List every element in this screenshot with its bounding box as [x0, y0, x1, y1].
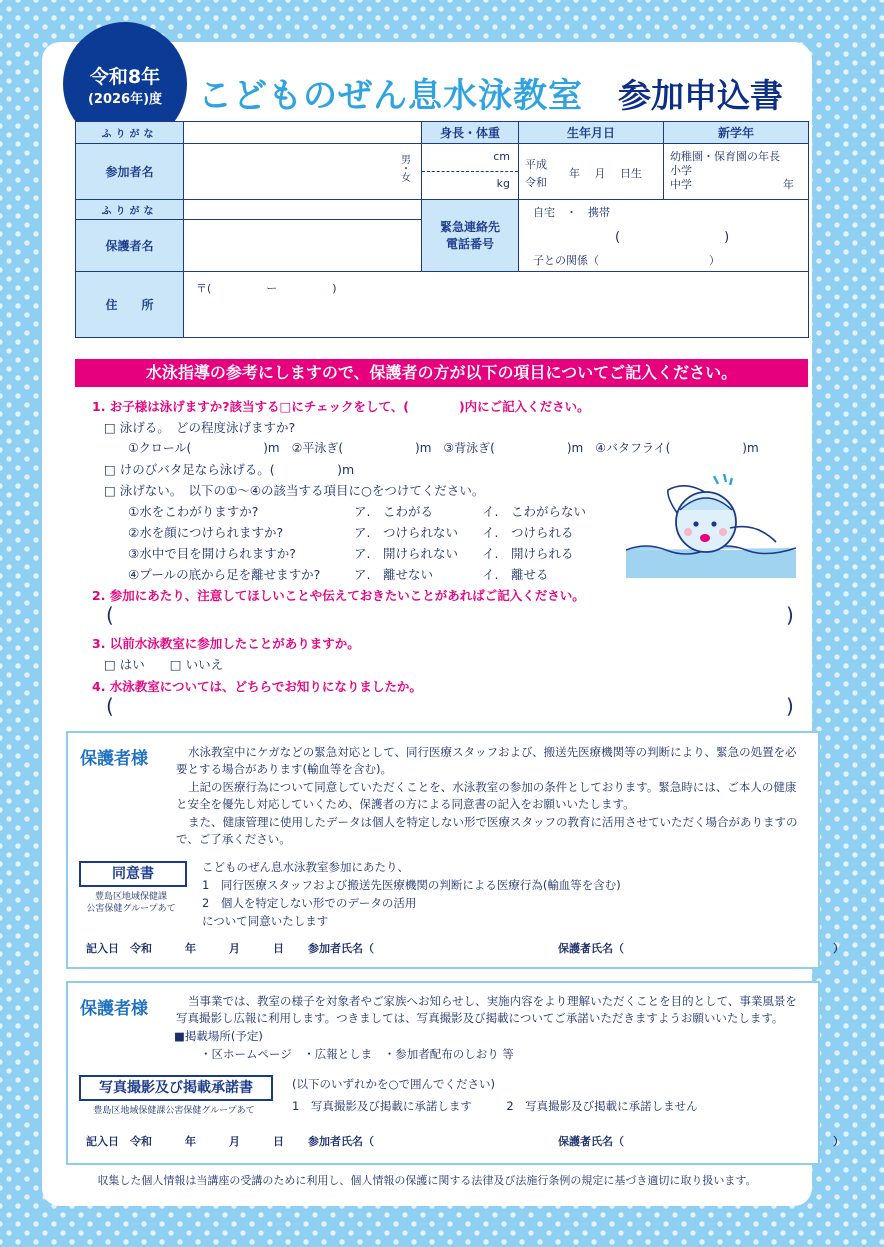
question-4: 4. 水泳教室については、どちらでお知りになりましたか。 [92, 679, 422, 694]
water [626, 550, 796, 578]
participant-label: 参加者名 [76, 144, 184, 200]
registration-table [75, 121, 809, 338]
page-title: こどものぜん息水泳教室 [198, 76, 583, 116]
q1-sub-answer-a[interactable]: ア. つけられない [354, 525, 458, 540]
q1-sub-answer-a[interactable]: ア. 離せない [354, 567, 433, 582]
q1-stroke-distances[interactable]: ①クロール( )m ②平泳ぎ( )m ③背泳ぎ( )m ④バタフライ( )m [128, 441, 759, 455]
photo-consent-options[interactable]: 1 写真撮影及び掲載に承諾します 2 写真撮影及び掲載に承諾しません [292, 1099, 698, 1113]
consent-statement-3: 2 個人を特定しない形でのデータの活用 [202, 896, 417, 910]
consent-addressee-2: 公害保健グループあて [86, 904, 176, 914]
q1-option-cannot-swim[interactable]: □ 泳げない。 以下の①〜④の該当する項目に○をつけてください。 [104, 483, 485, 498]
photo-instruction: (以下のいずれかを○で囲んでください) [292, 1077, 496, 1091]
birthdate-ymd: 年 月 日生 [569, 167, 642, 180]
emergency-label-line2: 電話番号 [445, 236, 494, 251]
height-weight-field[interactable] [422, 144, 519, 200]
consent-statement-4: について同意いたします [202, 914, 329, 928]
photo-participant-name-field[interactable]: 参加者氏名（ ） [308, 1135, 594, 1148]
address-label: 住 所 [76, 272, 184, 338]
grade-field[interactable] [664, 144, 809, 200]
guardian-furigana-field[interactable] [184, 200, 422, 220]
question-2: 2. 参加にあたり、注意してほしいことや伝えておきたいことがあればご記入ください。 [92, 588, 585, 603]
consent-paragraph-2: 上記の医療行為について同意していただくことを、水泳教室の参加の条件としております。緊急時には、ご本人の健康と安全を優先し対応していくため、保護者の方による同意書の記入をお願いいたします。 [176, 780, 797, 811]
badge-western-year: (2026年)度 [87, 92, 163, 107]
instruction-banner: 水泳指導の参考にしますので、保護者の方が以下の項目についてご記入ください。 [75, 359, 808, 387]
participant-name-field[interactable] [184, 144, 422, 200]
consent-statement-1: こどものぜん息水泳教室参加にあたり、 [202, 860, 409, 874]
privacy-footer: 収集した個人情報は当講座の受講のために利用し、個人情報の保護に関する法律及び法施行条例の規定に基づき適切に取り扱います。 [97, 1174, 757, 1187]
consent-date-field[interactable]: 記入日 令和 年 月 日 [86, 942, 284, 955]
grade-elementary[interactable]: 小学 [670, 164, 692, 177]
relation-field[interactable]: 子との関係（ ） [533, 254, 720, 267]
consent-statement-2: 1 同行医療スタッフおよび搬送先医療機関の判断による医療行為(輸血等を含む) [202, 878, 621, 892]
q3-yes-no-options[interactable]: □ はい □ いいえ [104, 657, 224, 672]
birthdate-field[interactable] [519, 144, 664, 200]
q1-sub-answer-b[interactable]: イ. 開けられる [482, 546, 574, 561]
q1-sub-question: ①水をこわがりますか? [128, 504, 259, 519]
consent-paragraph-1: 水泳教室中にケガなどの緊急対応として、同行医療スタッフおよび、搬送先医療機関等の判断により、緊急の処置を必要とする場合があります(輸血等を含む)。 [176, 745, 797, 776]
gender-male[interactable]: 男 [401, 155, 411, 166]
q4-answer-field[interactable] [124, 697, 774, 719]
grade-junior-high[interactable]: 中学 [670, 178, 692, 191]
address-field[interactable] [184, 272, 809, 338]
gender-separator: ・ [401, 164, 411, 175]
consent-form-label: 同意書 [79, 861, 187, 887]
question-3: 3. 以前水泳教室に参加したことがありますか。 [92, 636, 360, 651]
emergency-contact-label [422, 200, 519, 272]
height-weight-header: 身長・体重 [422, 122, 519, 144]
emergency-label-line1: 緊急連絡先 [439, 219, 500, 234]
q1-sub-question: ②水を顔につけられますか? [128, 525, 284, 540]
participant-furigana-field[interactable] [184, 122, 422, 144]
postal-code-field[interactable]: 〒( ー ) [196, 282, 337, 295]
home-mobile-option[interactable]: 自宅 ・ 携帯 [533, 206, 610, 219]
era-reiwa[interactable]: 令和 [525, 176, 547, 189]
q1-sub-answer-a[interactable]: ア. こわがる [354, 504, 433, 519]
furigana-label: ふりがな [76, 122, 184, 144]
q1-sub-answer-b[interactable]: イ. こわがらない [482, 504, 586, 519]
photo-publish-place-label: ■掲載場所(予定) [174, 1029, 263, 1043]
q1-sub-answer-b[interactable]: イ. 離せる [482, 567, 549, 582]
photo-heading: 保護者様 [80, 999, 148, 1019]
weight-unit: kg [496, 177, 510, 190]
question-1: 1. お子様は泳げますか?該当する□にチェックをして、( )内にご記入ください。 [92, 399, 590, 414]
height-unit: cm [493, 150, 510, 163]
phone-number-field[interactable]: ( ) [615, 230, 730, 245]
photo-addressee: 豊島区地域保健課公害保健グループあて [93, 1106, 255, 1116]
grade-kindergarten[interactable]: 幼稚園・保育園の年長 [670, 150, 780, 163]
consent-participant-name-field[interactable]: 参加者氏名（ ） [308, 942, 594, 955]
q1-sub-answer-b[interactable]: イ. つけられる [482, 525, 574, 540]
guardian-label: 保護者名 [76, 220, 184, 272]
consent-addressee-1: 豊島区地域保健課 [94, 892, 167, 902]
q2-close-paren: ) [786, 603, 794, 627]
consent-heading: 保護者様 [80, 749, 148, 769]
q1-option-can-swim[interactable]: □ 泳げる。 どの程度泳げますか? [104, 420, 296, 435]
q4-open-paren: ( [106, 694, 114, 718]
photo-consent-label: 写真撮影及び掲載承諾書 [79, 1075, 273, 1101]
swimmer-illustration [626, 472, 798, 580]
grade-year-suffix: 年 [783, 178, 794, 191]
emergency-contact-field[interactable] [519, 200, 809, 272]
photo-paragraph: 当事業では、教室の様子を対象者やご家族へお知らせし、実施内容をより理解いただくことを目的として、事業風景を写真撮影し広報に利用します。つきましては、写真撮影及び掲載についてご承諾いただきますようお願いいたします。 [176, 994, 797, 1025]
photo-guardian-name-field[interactable]: 保護者氏名（ ） [558, 1135, 844, 1148]
era-heisei[interactable]: 平成 [525, 158, 547, 171]
grade-header: 新学年 [664, 122, 809, 144]
photo-date-field[interactable]: 記入日 令和 年 月 日 [86, 1135, 284, 1148]
guardian-name-field[interactable] [184, 220, 422, 272]
q1-option-kick-only[interactable]: □ けのびバタ足なら泳げる。( )m [104, 462, 355, 477]
q2-open-paren: ( [106, 603, 114, 627]
consent-paragraph-3: また、健康管理に使用したデータは個人を特定しない形で医療スタッフの教育に活用させていただく場合がありますので、ご了承ください。 [176, 815, 798, 846]
gender-female[interactable]: 女 [401, 173, 411, 184]
q2-answer-field[interactable] [124, 606, 774, 628]
q4-close-paren: ) [786, 694, 794, 718]
q1-sub-question: ④プールの底から足を離せますか? [128, 567, 321, 582]
q1-sub-answer-a[interactable]: ア. 開けられない [354, 546, 458, 561]
gender-selector[interactable] [401, 156, 411, 183]
q1-sub-question: ③水中で目を開けられますか? [128, 546, 296, 561]
badge-year: 令和8年 [89, 66, 161, 88]
consent-guardian-name-field[interactable]: 保護者氏名（ ） [558, 942, 844, 955]
birthdate-header: 生年月日 [519, 122, 664, 144]
page-subtitle: 参加申込書 [618, 76, 783, 115]
guardian-furigana-label: ふりがな [76, 200, 184, 220]
photo-publish-places: ・区ホームページ ・広報としま ・参加者配布のしおり 等 [200, 1047, 514, 1061]
